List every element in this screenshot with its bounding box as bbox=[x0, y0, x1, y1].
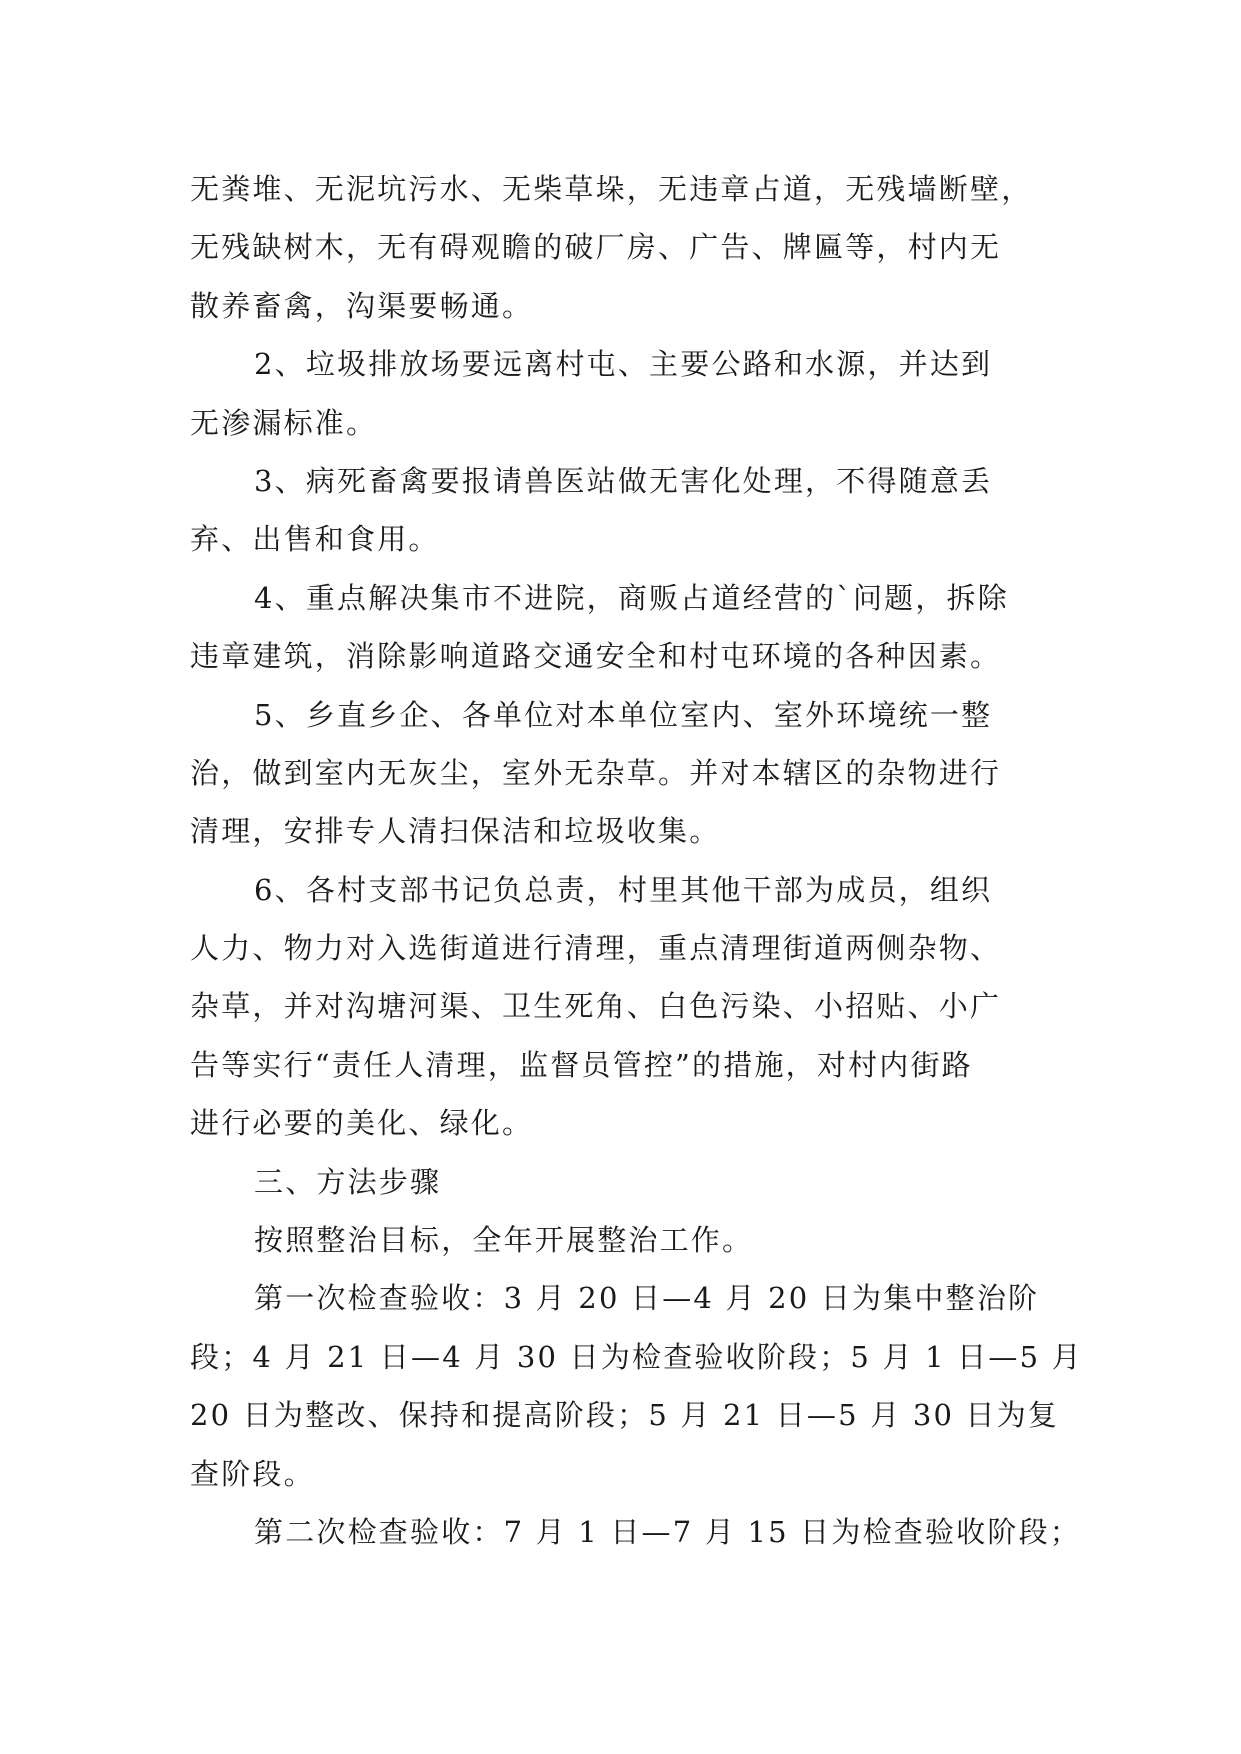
text-line: 第一次检查验收：3 月 20 日—4 月 20 日为集中整治阶 bbox=[254, 1281, 1040, 1316]
text-line: 散养畜禽，沟渠要畅通。 bbox=[190, 288, 534, 323]
text-line: 3、病死畜禽要报请兽医站做无害化处理，不得随意丢 bbox=[254, 463, 993, 498]
text-line: 查阶段。 bbox=[190, 1456, 315, 1491]
text-line: 告等实行“责任人清理，监督员管控”的措施，对村内街路 bbox=[190, 1047, 973, 1082]
text-line: 6、各村支部书记负总责，村里其他干部为成员，组织 bbox=[254, 872, 993, 907]
text-line: 人力、物力对入选街道进行清理，重点清理街道两侧杂物、 bbox=[190, 931, 1002, 966]
text-line: 进行必要的美化、绿化。 bbox=[190, 1106, 534, 1141]
text-line: 无渗漏标准。 bbox=[190, 405, 378, 440]
text-line: 无残缺树木，无有碍观瞻的破厂房、广告、牌匾等，村内无 bbox=[190, 230, 1002, 265]
text-line: 段；4 月 21 日—4 月 30 日为检查验收阶段；5 月 1 日—5 月 bbox=[190, 1339, 1083, 1374]
text-line: 20 日为整改、保持和提高阶段；5 月 21 日—5 月 30 日为复 bbox=[190, 1398, 1060, 1433]
text-line: 2、垃圾排放场要远离村屯、主要公路和水源，并达到 bbox=[254, 347, 993, 382]
text-line: 清理，安排专人清扫保洁和垃圾收集。 bbox=[190, 814, 721, 849]
text-line: 第二次检查验收：7 月 1 日—7 月 15 日为检查验收阶段； bbox=[254, 1514, 1081, 1549]
text-line: 按照整治目标，全年开展整治工作。 bbox=[254, 1223, 754, 1258]
text-line: 无粪堆、无泥坑污水、无柴草垛，无违章占道，无残墙断壁， bbox=[190, 172, 1033, 206]
text-line: 治，做到室内无灰尘，室外无杂草。并对本辖区的杂物进行 bbox=[190, 755, 1002, 790]
text-line: 4、重点解决集市不进院，商贩占道经营的`问题，拆除 bbox=[254, 580, 1009, 615]
document-body bbox=[190, 160, 1083, 1561]
text-line: 弃、出售和食用。 bbox=[190, 522, 440, 557]
section-heading: 三、方法步骤 bbox=[254, 1164, 442, 1199]
text-line: 5、乡直乡企、各单位对本单位室内、室外环境统一整 bbox=[254, 697, 993, 732]
text-line: 违章建筑，消除影响道路交通安全和村屯环境的各种因素。 bbox=[190, 639, 1002, 674]
text-line: 杂草，并对沟塘河渠、卫生死角、白色污染、小招贴、小广 bbox=[190, 989, 1002, 1024]
